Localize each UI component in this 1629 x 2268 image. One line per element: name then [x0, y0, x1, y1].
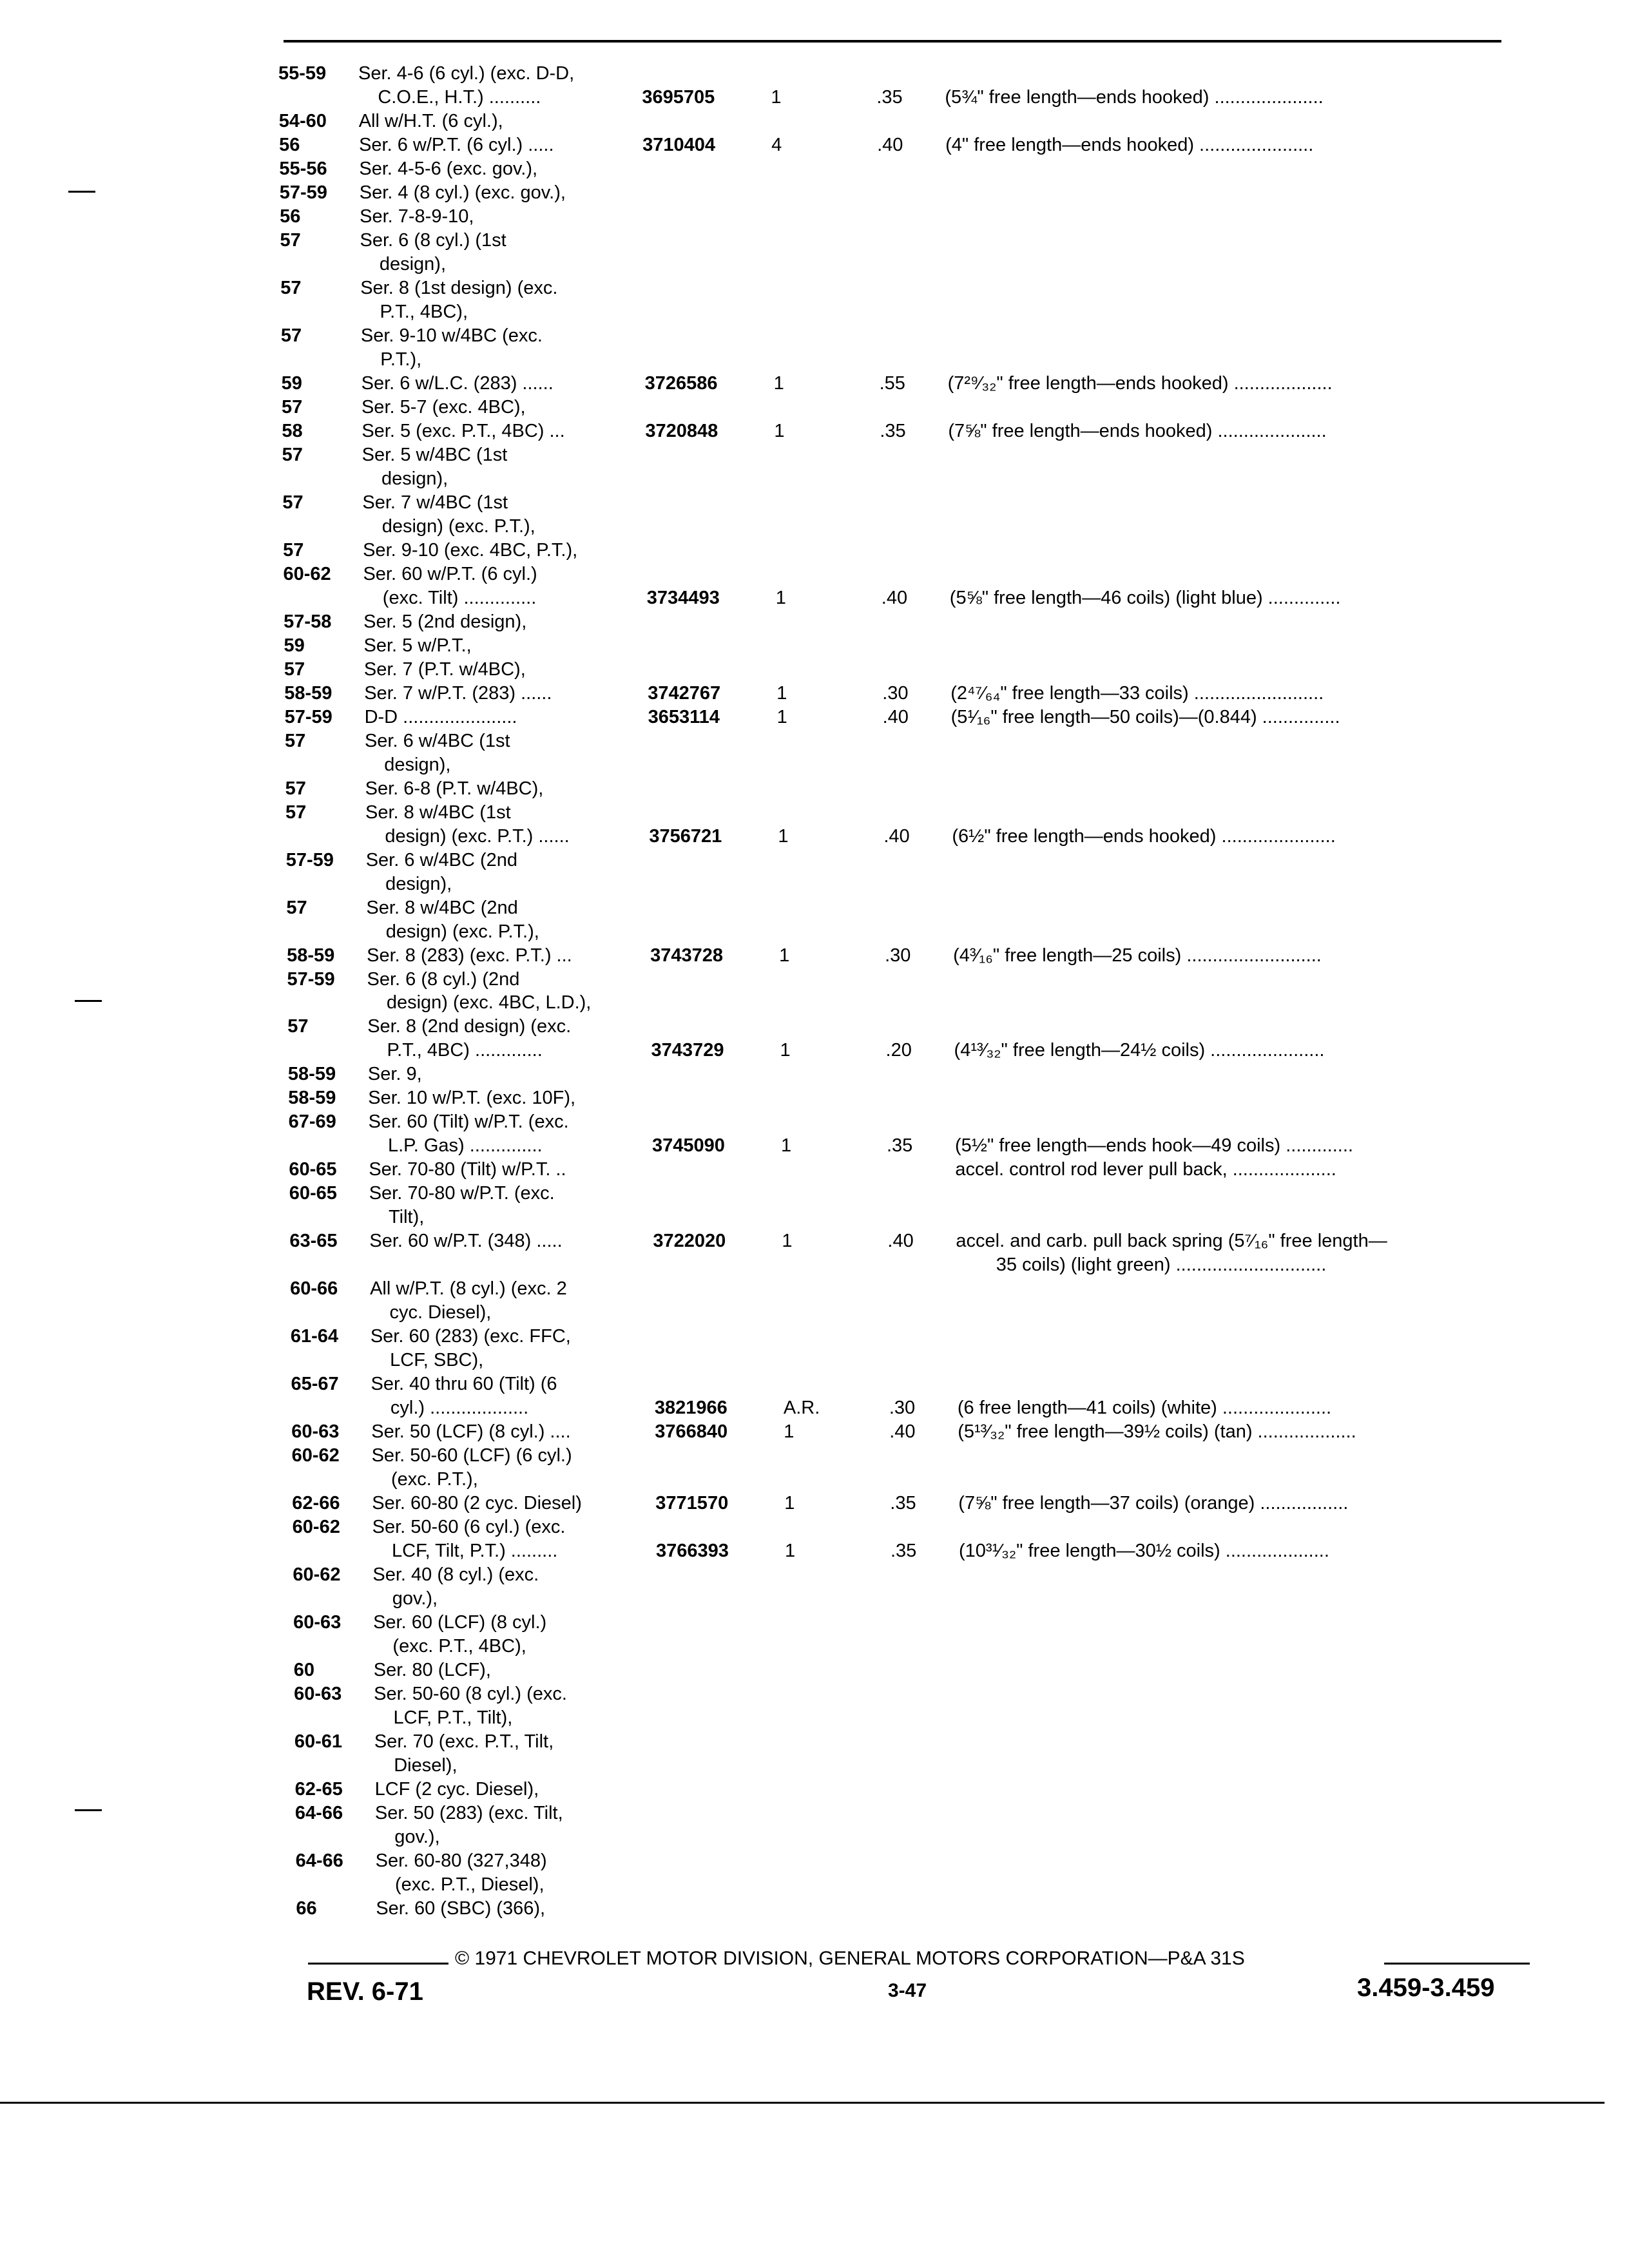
table-row	[0, 1301, 1629, 1327]
year-cell: 63-65	[289, 1231, 338, 1252]
table-row	[0, 1802, 1629, 1827]
year-cell: 60-66	[290, 1278, 338, 1300]
description-cell: All w/H.T. (6 cyl.),	[358, 110, 503, 131]
top-rule	[284, 40, 1501, 43]
description-cell: Ser. 8 (2nd design) (exc.	[367, 1016, 572, 1037]
year-cell: 60-63	[291, 1421, 340, 1443]
year-cell: 60-63	[294, 1684, 342, 1705]
description-cell: Ser. 40 (8 cyl.) (exc.	[372, 1564, 539, 1586]
note-cell: (5¹⁄₁₆" free length—50 coils)—(0.844) ...............	[950, 706, 1340, 727]
description-cell: design),	[381, 468, 448, 489]
footer-rule-right	[1384, 1963, 1530, 1965]
description-cell: Ser. 70-80 (Tilt) w/P.T. ..	[369, 1159, 566, 1180]
table-row	[0, 62, 1629, 88]
table-row	[0, 1611, 1629, 1637]
description-cell: LCF, P.T., Tilt),	[393, 1707, 513, 1729]
year-cell: 60-63	[293, 1612, 342, 1633]
year-cell: 60-62	[292, 1517, 340, 1538]
description-cell: Ser. 6 (8 cyl.) (1st	[360, 229, 506, 251]
table-row	[0, 968, 1629, 994]
year-cell: 60-62	[293, 1564, 341, 1586]
table-row	[0, 372, 1629, 398]
description-cell: cyl.) ...................	[390, 1398, 529, 1419]
quantity-cell: 1	[771, 86, 782, 108]
table-row	[0, 801, 1629, 827]
table-row	[0, 1515, 1629, 1541]
table-row	[0, 348, 1629, 374]
table-row	[0, 1563, 1629, 1589]
description-cell: design) (exc. P.T.),	[385, 921, 539, 942]
description-cell: Ser. 5 w/4BC (1st	[361, 444, 508, 465]
year-cell: 57	[284, 730, 306, 751]
description-cell: Ser. 7 w/4BC (1st	[362, 492, 508, 513]
table-row	[0, 1134, 1629, 1160]
price-cell: .35	[890, 1493, 916, 1514]
table-row	[0, 1754, 1629, 1780]
description-cell: gov.),	[394, 1827, 440, 1848]
year-cell: 57	[282, 444, 303, 465]
table-row	[0, 1706, 1629, 1732]
price-cell: .40	[881, 587, 908, 608]
quantity-cell: 1	[778, 825, 789, 847]
year-cell: 57-59	[284, 706, 333, 727]
margin-mark-1	[68, 191, 95, 193]
table-row	[0, 777, 1629, 803]
margin-mark-3	[75, 1809, 102, 1811]
description-cell: Ser. 70-80 w/P.T. (exc.	[369, 1183, 555, 1204]
part-number-cell: 3722020	[653, 1231, 726, 1252]
note-cell: 35 coils) (light green) .............................	[996, 1254, 1327, 1276]
table-row	[0, 229, 1629, 255]
description-cell: Ser. 40 thru 60 (Tilt) (6	[371, 1374, 557, 1395]
description-cell: Ser. 60 w/P.T. (6 cyl.)	[363, 563, 537, 584]
table-row	[0, 1325, 1629, 1350]
description-cell: Ser. 7 w/P.T. (283) ......	[364, 682, 552, 704]
year-cell: 64-66	[294, 1803, 343, 1824]
note-cell: (2⁴⁷⁄₆₄" free length—33 coils) .........................	[950, 682, 1324, 704]
year-cell: 66	[296, 1898, 317, 1919]
year-cell: 58-59	[284, 682, 333, 704]
table-row	[0, 1825, 1629, 1851]
table-row	[0, 133, 1629, 159]
note-cell: (7⅝" free length—ends hooked) .....................	[948, 420, 1327, 441]
table-row	[0, 1206, 1629, 1231]
part-number-cell: 3766393	[656, 1541, 729, 1562]
quantity-cell: A.R.	[783, 1398, 820, 1419]
year-cell: 57-59	[287, 968, 335, 990]
description-cell: Ser. 4 (8 cyl.) (exc. gov.),	[359, 182, 566, 203]
table-row	[0, 896, 1629, 922]
description-cell: Ser. 60 (283) (exc. FFC,	[370, 1326, 571, 1347]
price-cell: .30	[882, 682, 909, 704]
table-row	[0, 1492, 1629, 1517]
note-cell: (5⅝" free length—46 coils) (light blue) ..............	[949, 587, 1341, 608]
note-cell: accel. and carb. pull back spring (5⁷⁄₁₆" free length—	[956, 1231, 1387, 1252]
description-cell: (exc. Tilt) ..............	[382, 587, 537, 608]
description-cell: Ser. 7-8-9-10,	[360, 206, 474, 227]
year-cell: 59	[284, 635, 305, 656]
table-row	[0, 1110, 1629, 1136]
description-cell: C.O.E., H.T.) ..........	[378, 86, 541, 108]
price-cell: .40	[877, 134, 903, 155]
description-cell: L.P. Gas) ..............	[387, 1135, 543, 1157]
year-cell: 65-67	[291, 1374, 339, 1395]
table-row	[0, 753, 1629, 779]
description-cell: Ser. 6 w/P.T. (6 cyl.) .....	[359, 134, 554, 155]
description-cell: Ser. 8 w/4BC (2nd	[366, 897, 518, 918]
table-row	[0, 1396, 1629, 1422]
price-cell: .20	[885, 1040, 912, 1061]
description-cell: P.T., 4BC),	[380, 301, 468, 322]
table-row	[0, 1086, 1629, 1112]
note-cell: (7²⁹⁄₃₂" free length—ends hooked) ...................	[947, 372, 1333, 394]
table-row	[0, 1897, 1629, 1923]
quantity-cell: 1	[780, 1135, 792, 1157]
table-row	[0, 562, 1629, 588]
table-row	[0, 467, 1629, 493]
part-number-cell: 3734493	[646, 587, 720, 608]
price-cell: .30	[889, 1398, 916, 1419]
description-cell: D-D ......................	[364, 706, 517, 727]
table-row	[0, 610, 1629, 636]
description-cell: Ser. 60 (LCF) (8 cyl.)	[373, 1612, 547, 1633]
table-row	[0, 944, 1629, 970]
description-cell: design),	[384, 754, 451, 775]
year-cell: 57	[280, 229, 301, 251]
section-number: 3.459-3.459	[1357, 1974, 1495, 2002]
quantity-cell: 4	[771, 134, 782, 155]
table-row	[0, 491, 1629, 517]
year-cell: 54-60	[278, 110, 327, 131]
table-row	[0, 1372, 1629, 1398]
note-cell: (4¹³⁄₃₂" free length—24½ coils) ......................	[954, 1040, 1325, 1061]
description-cell: Ser. 10 w/P.T. (exc. 10F),	[368, 1088, 576, 1109]
description-cell: Ser. 5 (2nd design),	[363, 611, 527, 632]
table-row	[0, 1229, 1629, 1255]
table-row	[0, 658, 1629, 684]
table-row	[0, 1658, 1629, 1684]
table-row	[0, 920, 1629, 946]
description-cell: Ser. 6 (8 cyl.) (2nd	[367, 968, 520, 990]
description-cell: Ser. 60 (SBC) (366),	[376, 1898, 546, 1919]
year-cell: 57	[281, 396, 303, 418]
note-cell: (5¹³⁄₃₂" free length—39½ coils) (tan) ...................	[958, 1421, 1356, 1443]
description-cell: Ser. 50-60 (6 cyl.) (exc.	[372, 1517, 566, 1538]
bottom-rule	[0, 2102, 1605, 2104]
table-row	[0, 586, 1629, 612]
note-cell: (5½" free length—ends hook—49 coils) .............	[954, 1135, 1353, 1157]
table-row	[0, 324, 1629, 350]
year-cell: 60-61	[294, 1731, 343, 1753]
price-cell: .35	[891, 1541, 917, 1562]
table-row	[0, 300, 1629, 326]
year-cell: 60-65	[289, 1183, 337, 1204]
description-cell: Ser. 4-5-6 (exc. gov.),	[359, 158, 538, 179]
description-cell: design) (exc. P.T.) ......	[385, 825, 570, 847]
description-cell: Ser. 8 (1st design) (exc.	[360, 277, 558, 298]
description-cell: Ser. 5-7 (exc. 4BC),	[361, 396, 526, 418]
description-cell: Ser. 50-60 (LCF) (6 cyl.)	[371, 1445, 572, 1466]
description-cell: Ser. 9-10 w/4BC (exc.	[360, 325, 543, 346]
quantity-cell: 1	[785, 1541, 796, 1562]
price-cell: .35	[880, 420, 906, 441]
year-cell: 59	[281, 372, 302, 394]
quantity-cell: 1	[782, 1231, 793, 1252]
table-row	[0, 110, 1629, 135]
year-cell: 57	[283, 539, 304, 561]
description-cell: design) (exc. P.T.),	[381, 515, 535, 537]
description-cell: Ser. 60-80 (2 cyc. Diesel)	[372, 1493, 582, 1514]
part-number-cell: 3695705	[642, 86, 715, 108]
note-cell: (10³¹⁄₃₂" free length—30½ coils) ....................	[959, 1541, 1329, 1562]
table-row	[0, 443, 1629, 469]
table-row	[0, 706, 1629, 731]
part-number-cell: 3653114	[648, 706, 720, 727]
table-row	[0, 1468, 1629, 1494]
table-row	[0, 682, 1629, 707]
quantity-cell: 1	[775, 587, 786, 608]
note-cell: accel. control rod lever pull back, ....................	[955, 1159, 1336, 1180]
year-cell: 58-59	[287, 1064, 336, 1085]
description-cell: LCF (2 cyc. Diesel),	[374, 1779, 539, 1800]
description-cell: P.T.),	[380, 349, 422, 370]
note-cell: (4³⁄₁₆" free length—25 coils) ..........................	[953, 945, 1322, 966]
price-cell: .55	[879, 372, 905, 394]
footer-rule-left	[308, 1963, 448, 1965]
part-number-cell: 3742767	[648, 682, 721, 704]
table-row	[0, 1253, 1629, 1279]
description-cell: (exc. P.T., 4BC),	[392, 1636, 526, 1657]
description-cell: Ser. 8 (283) (exc. P.T.) ...	[367, 945, 572, 966]
year-cell: 57-59	[285, 849, 334, 870]
year-cell: 57	[282, 492, 304, 513]
part-number-cell: 3756721	[649, 825, 722, 847]
part-number-cell: 3771570	[655, 1493, 729, 1514]
page-number: 3-47	[888, 1980, 927, 2001]
table-row	[0, 1349, 1629, 1374]
quantity-cell: 1	[780, 1040, 791, 1061]
description-cell: Ser. 8 w/4BC (1st	[365, 802, 511, 823]
price-cell: .40	[889, 1421, 916, 1443]
table-row	[0, 1158, 1629, 1184]
year-cell: 57	[280, 325, 302, 346]
table-row	[0, 1587, 1629, 1613]
year-cell: 62-65	[294, 1779, 343, 1800]
table-row	[0, 1778, 1629, 1803]
description-cell: Diesel),	[394, 1755, 458, 1776]
description-cell: Ser. 4-6 (6 cyl.) (exc. D-D,	[358, 63, 575, 84]
description-cell: Tilt),	[389, 1207, 425, 1228]
description-cell: Ser. 5 w/P.T.,	[363, 635, 472, 656]
description-cell: Ser. 9,	[367, 1064, 422, 1085]
year-cell: 56	[279, 134, 300, 155]
price-cell: .40	[882, 706, 909, 727]
part-number-cell: 3743729	[651, 1040, 724, 1061]
table-row	[0, 157, 1629, 183]
quantity-cell: 1	[776, 682, 787, 704]
table-row	[0, 1062, 1629, 1088]
table-row	[0, 991, 1629, 1017]
year-cell: 62-66	[292, 1493, 340, 1514]
description-cell: Ser. 60 w/P.T. (348) .....	[369, 1231, 563, 1252]
year-cell: 58-59	[288, 1088, 336, 1109]
year-cell: 55-56	[279, 158, 327, 179]
table-row	[0, 1539, 1629, 1565]
year-cell: 57	[285, 802, 307, 823]
description-cell: design),	[379, 253, 446, 274]
table-row	[0, 205, 1629, 231]
year-cell: 55-59	[278, 63, 327, 84]
quantity-cell: 1	[779, 945, 790, 966]
description-cell: Ser. 6-8 (P.T. w/4BC),	[365, 778, 544, 799]
part-number-cell: 3821966	[654, 1398, 728, 1419]
year-cell: 60	[293, 1660, 315, 1681]
year-cell: 60-62	[283, 563, 331, 584]
quantity-cell: 1	[784, 1421, 795, 1443]
description-cell: (exc. P.T., Diesel),	[394, 1874, 545, 1895]
description-cell: Ser. 5 (exc. P.T., 4BC) ...	[361, 420, 565, 441]
year-cell: 60-62	[291, 1445, 340, 1466]
quantity-cell: 1	[784, 1493, 795, 1514]
description-cell: Ser. 50 (LCF) (8 cyl.) ....	[371, 1421, 571, 1443]
copyright-line: © 1971 CHEVROLET MOTOR DIVISION, GENERAL MOTORS CORPORATION—P&A 31S	[455, 1948, 1245, 1969]
part-number-cell: 3710404	[642, 134, 715, 155]
table-row	[0, 1444, 1629, 1470]
price-cell: .35	[876, 86, 903, 108]
note-cell: (5¾" free length—ends hooked) .....................	[945, 86, 1324, 108]
table-row	[0, 825, 1629, 850]
note-cell: (6½" free length—ends hooked) ......................	[952, 825, 1336, 847]
table-row	[0, 1277, 1629, 1303]
year-cell: 57	[285, 778, 306, 799]
year-cell: 67-69	[288, 1111, 336, 1133]
description-cell: Ser. 9-10 (exc. 4BC, P.T.),	[363, 539, 578, 561]
table-row	[0, 849, 1629, 874]
quantity-cell: 1	[774, 420, 785, 441]
table-row	[0, 1182, 1629, 1207]
description-cell: P.T., 4BC) .............	[387, 1040, 543, 1061]
description-cell: gov.),	[392, 1588, 438, 1610]
table-row	[0, 276, 1629, 302]
description-cell: Ser. 6 w/L.C. (283) ......	[361, 372, 554, 394]
description-cell: LCF, Tilt, P.T.) .........	[392, 1541, 558, 1562]
note-cell: (7⅝" free length—37 coils) (orange) .................	[958, 1493, 1349, 1514]
margin-mark-2	[75, 1000, 102, 1002]
year-cell: 57-58	[284, 611, 332, 632]
table-row	[0, 1635, 1629, 1660]
price-cell: .40	[883, 825, 910, 847]
description-cell: All w/P.T. (8 cyl.) (exc. 2	[370, 1278, 567, 1300]
description-cell: Ser. 6 w/4BC (1st	[364, 730, 510, 751]
table-row	[0, 86, 1629, 111]
part-number-cell: 3720848	[645, 420, 718, 441]
table-row	[0, 1873, 1629, 1899]
year-cell: 57	[286, 897, 307, 918]
table-row	[0, 1849, 1629, 1875]
table-row	[0, 634, 1629, 660]
description-cell: Ser. 6 w/4BC (2nd	[365, 849, 518, 870]
description-cell: Ser. 70 (exc. P.T., Tilt,	[374, 1731, 554, 1753]
note-cell: (4" free length—ends hooked) ......................	[945, 134, 1314, 155]
description-cell: design) (exc. 4BC, L.D.),	[386, 992, 592, 1014]
table-row	[0, 253, 1629, 278]
description-cell: Ser. 60 (Tilt) w/P.T. (exc.	[368, 1111, 569, 1133]
description-cell: (exc. P.T.),	[390, 1469, 478, 1490]
year-cell: 61-64	[290, 1326, 338, 1347]
part-number-cell: 3766840	[655, 1421, 728, 1443]
note-cell: (6 free length—41 coils) (white) .....................	[957, 1398, 1332, 1419]
description-cell: cyc. Diesel),	[389, 1302, 492, 1323]
year-cell: 58-59	[287, 945, 335, 966]
year-cell: 57	[287, 1016, 309, 1037]
table-row	[0, 1420, 1629, 1446]
table-row	[0, 181, 1629, 207]
table-row	[0, 1039, 1629, 1064]
year-cell: 64-66	[295, 1850, 343, 1872]
description-cell: Ser. 60-80 (327,348)	[375, 1850, 547, 1872]
table-row	[0, 419, 1629, 445]
table-row	[0, 539, 1629, 564]
table-row	[0, 729, 1629, 755]
price-cell: .30	[885, 945, 911, 966]
description-cell: Ser. 50 (283) (exc. Tilt,	[374, 1803, 563, 1824]
description-cell: Ser. 7 (P.T. w/4BC),	[363, 658, 526, 680]
quantity-cell: 1	[773, 372, 784, 394]
description-cell: Ser. 80 (LCF),	[373, 1660, 491, 1681]
year-cell: 56	[280, 206, 301, 227]
year-cell: 57	[280, 277, 302, 298]
quantity-cell: 1	[776, 706, 787, 727]
part-number-cell: 3726586	[644, 372, 718, 394]
year-cell: 60-65	[289, 1159, 337, 1180]
table-row	[0, 1015, 1629, 1041]
description-cell: LCF, SBC),	[390, 1350, 484, 1371]
description-cell: Ser. 50-60 (8 cyl.) (exc.	[374, 1684, 567, 1705]
year-cell: 58	[282, 420, 303, 441]
year-cell: 57	[284, 658, 305, 680]
table-row	[0, 872, 1629, 898]
table-row	[0, 396, 1629, 421]
year-cell: 57-59	[279, 182, 327, 203]
price-cell: .40	[887, 1231, 914, 1252]
part-number-cell: 3745090	[651, 1135, 725, 1157]
table-row	[0, 515, 1629, 541]
part-number-cell: 3743728	[650, 945, 724, 966]
table-row	[0, 1682, 1629, 1708]
price-cell: .35	[886, 1135, 913, 1157]
description-cell: design),	[385, 873, 452, 894]
revision-label: REV. 6-71	[307, 1977, 423, 2006]
table-row	[0, 1730, 1629, 1756]
